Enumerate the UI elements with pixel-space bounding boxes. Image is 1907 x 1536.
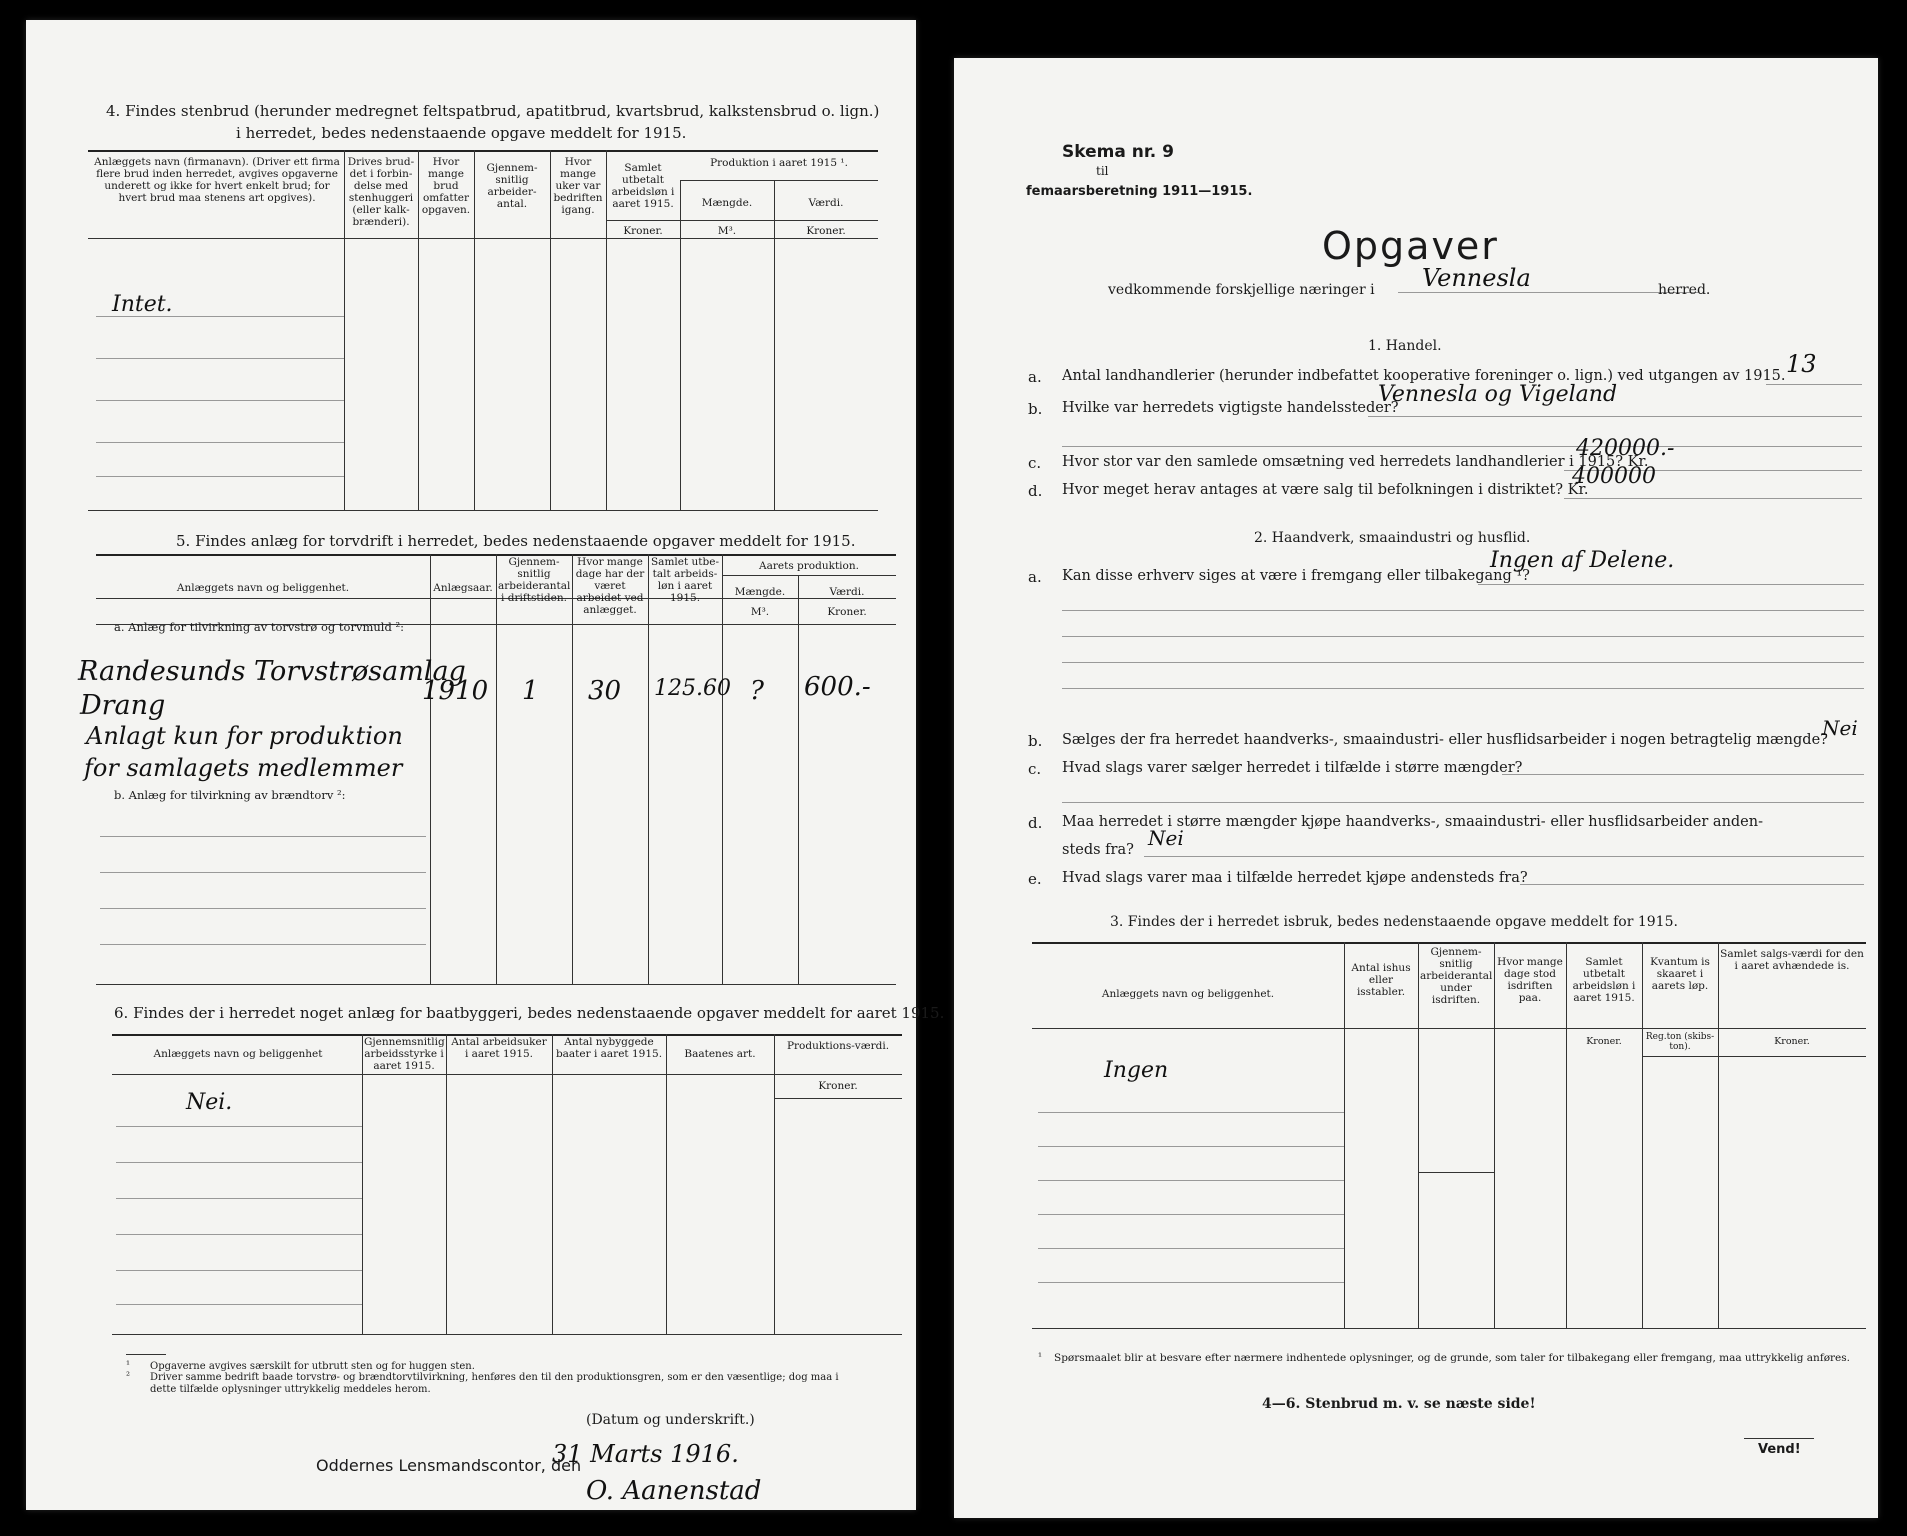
letter-2d: d.: [1028, 814, 1043, 832]
section4-heading-line1: 4. Findes stenbrud (herunder medregnet feltspatbrud, apatitbrud, kvartsbrud, kalkstensbrud o. lign.): [106, 102, 880, 120]
vedkommende-label: vedkommende forskjellige næringer i: [1108, 282, 1375, 298]
s4-col-maengde: Mængde.: [701, 197, 753, 209]
s5-hw-year: 1910: [422, 676, 489, 706]
s6-col-art: Baatenes art.: [684, 1048, 756, 1060]
right-page: [954, 58, 1878, 1518]
q2e: Hvad slags varer maa i tilfælde herredet kjøpe andensteds fra?: [1062, 870, 1528, 886]
s5-col-arbeidslon: Samlet utbe-talt arbeids-løn i aaret 1915.: [650, 556, 719, 604]
s4-col-stenhuggeri: Drives brud-det i forbin-delse med stenhuggeri (eller kalk-brænderi).: [347, 156, 415, 228]
footnote-2: Driver samme bedrift baade torvstrø- og brændtorvtilvirkning, henføres den til den produktionsgren, som er den væsentlige; dog maa i dette tilfælde oplysninger uttrykkelig meddeles herom.: [150, 1372, 839, 1395]
isbruk-col-dage: Hvor mange dage stod isdriften paa.: [1497, 956, 1563, 1004]
q1d: Hvor meget herav antages at være salg til befolkningen i distriktet? Kr.: [1062, 482, 1589, 498]
s4-col-uker: Hvor mange uker var bedriften igang.: [553, 156, 603, 216]
letter-2c: c.: [1028, 760, 1042, 778]
isbruk-col-arbeiderantal: Gjennem-snitlig arbeiderantal under isdriften.: [1420, 946, 1493, 1006]
heading-haandverk: 2. Haandverk, smaaindustri og husflid.: [1254, 530, 1531, 546]
a1b: Vennesla og Vigeland: [1378, 382, 1618, 407]
report-label: femaarsberetning 1911—1915.: [1026, 184, 1253, 199]
s5-hw-name1: Randesunds Torvstrøsamlag: [78, 656, 466, 687]
section5-heading: 5. Findes anlæg for torvdrift i herredet, bedes nedenstaaende opgaver meddelt for 1915.: [176, 532, 856, 550]
s5-unit-m3: M³.: [750, 606, 770, 618]
s4-col-arbeidere: Gjennem-snitlig arbeider-antal.: [486, 162, 538, 210]
title: Opgaver: [1322, 224, 1499, 268]
section4-heading-line2: i herredet, bedes nedenstaaende opgave meddelt for 1915.: [236, 124, 687, 142]
s5-hw-value: 600.-: [804, 672, 871, 702]
s5-col-produktion: Aarets produktion.: [759, 560, 859, 572]
isbruk-col-ishus: Antal ishus eller isstabler.: [1351, 962, 1411, 998]
s5-hw-workers: 1: [522, 676, 539, 706]
s6-unit-kroner: Kroner.: [818, 1080, 858, 1092]
isbruk-col-name: Anlæggets navn og beliggenhet.: [1101, 988, 1275, 1000]
s5-col-anlaegsaar: Anlægsaar.: [433, 582, 493, 594]
isbruk-unit-kroner: Kroner.: [1586, 1036, 1622, 1047]
s4-entry: Intet.: [112, 292, 173, 317]
s4-unit-kroner: Kroner.: [623, 225, 663, 237]
lensmand-stamp: Oddernes Lensmandscontor, den: [316, 1456, 582, 1475]
s4-unit-kroner2: Kroner.: [806, 225, 846, 237]
heading-isbruk: 3. Findes der i herredet isbruk, bedes nedenstaaende opgave meddelt for 1915.: [1110, 914, 1678, 930]
s6-col-vaerdi: Produktions-værdi.: [786, 1040, 890, 1052]
s6-col-arbeidsstyrke: Gjennemsnitlig arbeidsstyrke i aaret 1915.: [364, 1036, 445, 1072]
hw-place: Vennesla: [1422, 264, 1531, 292]
s5-unit-kroner: Kroner.: [827, 606, 867, 618]
q2b: Sælges der fra herredet haandverks-, smaaindustri- eller husflidsarbeider i nogen betragtelig mængde?: [1062, 732, 1828, 748]
right-footnote: Spørsmaalet blir at besvare efter nærmere indhentede oplysninger, og de grunde, som taler for tilbakegang eller fremgang, maa uttrykkelig anføres.: [1054, 1352, 1850, 1364]
schema-number: Skema nr. 9: [1062, 142, 1174, 162]
s4-col-vaerdi: Værdi.: [808, 197, 844, 209]
letter-2a: a.: [1028, 568, 1042, 586]
s5-sub-a: a. Anlæg for tilvirkning av torvstrø og torvmuld ²:: [114, 620, 404, 634]
q1b: Hvilke var herredets vigtigste handelssteder?: [1062, 400, 1399, 416]
s6-col-name: Anlæggets navn og beliggenhet: [153, 1048, 323, 1060]
s5-col-dage: Hvor mange dage har der været arbeidet ved anlægget.: [575, 556, 645, 616]
s6-entry: Nei.: [186, 1090, 233, 1115]
a2d: Nei: [1148, 826, 1184, 850]
s4-col-produktion: Produktion i aaret 1915 ¹.: [710, 157, 848, 169]
letter-1a: a.: [1028, 368, 1042, 386]
s6-col-arbeidsuker: Antal arbeidsuker i aaret 1915.: [451, 1036, 547, 1060]
isbruk-entry: Ingen: [1104, 1058, 1169, 1083]
a2b: Nei: [1822, 716, 1858, 740]
footnote-mark-2: ²: [126, 1371, 131, 1382]
s5-col-name: Anlæggets navn og beliggenhet.: [176, 582, 350, 594]
left-page: [26, 20, 945, 1510]
s4-unit-m3: M³.: [717, 225, 737, 237]
footnote-1: Opgaverne avgives særskilt for utbrutt sten og for huggen sten.: [150, 1361, 475, 1372]
isbruk-unit-kroner2: Kroner.: [1774, 1036, 1810, 1047]
s5-col-vaerdi: Værdi.: [829, 586, 865, 598]
heading-handel: 1. Handel.: [1368, 338, 1442, 354]
s4-top-rule: [88, 150, 878, 152]
s6-col-baater: Antal nybyggede baater i aaret 1915.: [555, 1036, 663, 1060]
date-label: (Datum og underskrift.): [586, 1412, 755, 1428]
hw-date: 31 Marts 1916.: [552, 1440, 739, 1468]
s5-hw-wage: 125.60: [654, 676, 731, 701]
letter-1d: d.: [1028, 482, 1043, 500]
s5-col-arbeiderantal: Gjennem-snitlig arbeiderantal i driftstiden.: [498, 556, 571, 604]
a1c: 420000.-: [1576, 436, 1675, 461]
a2a: Ingen af Delene.: [1490, 548, 1675, 573]
footnote-mark-1: ¹: [126, 1360, 131, 1371]
s4-col-name: Anlæggets navn (firmanavn). (Driver ett firma flere brud inden herredet, avgives opgaverne underett og ikke for hvert enkelt brud; for hvert brud maa stenens art opgives).: [94, 156, 340, 204]
isbruk-col-kvantum: Kvantum is skaaret i aarets løp.: [1650, 956, 1710, 992]
vend-label: Vend!: [1758, 1442, 1801, 1457]
til-label: til: [1096, 164, 1109, 178]
a1a: 13: [1786, 350, 1817, 378]
s5-hw-qty: ?: [750, 676, 764, 706]
herred-label: herred.: [1658, 282, 1711, 298]
s4-header-rule: [88, 238, 878, 239]
s5-col-maengde: Mængde.: [734, 586, 786, 598]
letter-2e: e.: [1028, 870, 1042, 888]
q2c: Hvad slags varer sælger herredet i tilfælde i større mængder?: [1062, 760, 1523, 776]
letter-1b: b.: [1028, 400, 1043, 418]
signature: O. Aanenstad: [586, 1476, 762, 1506]
letter-1c: c.: [1028, 454, 1042, 472]
a1d: 400000: [1572, 464, 1656, 489]
s5-hw-days: 30: [588, 676, 622, 706]
s4-col-brud: Hvor mange brud omfatter opgaven.: [421, 156, 471, 216]
s5-hw-name2: Drang: [80, 690, 166, 721]
isbruk-unit-regton: Reg.ton (skibs-ton).: [1645, 1032, 1715, 1052]
next-page-note: 4—6. Stenbrud m. v. se næste side!: [1262, 1396, 1536, 1412]
q1c: Hvor stor var den samlede omsætning ved herredets landhandlerier i 1915? Kr.: [1062, 454, 1649, 470]
q2d-line1: Maa herredet i større mængder kjøpe haandverks-, smaaindustri- eller husflidsarbeider anden-: [1062, 814, 1764, 830]
letter-2b: b.: [1028, 732, 1043, 750]
section6-heading: 6. Findes der i herredet noget anlæg for baatbyggeri, bedes nedenstaaende opgaver meddelt for aaret 1915.: [114, 1004, 945, 1022]
q2d-line2: steds fra?: [1062, 842, 1134, 858]
s5-sub-b: b. Anlæg for tilvirkning av brændtorv ²:: [114, 788, 346, 802]
q1a: Antal landhandlerier (herunder indbefattet kooperative foreninger o. lign.) ved utgangen av 1915.: [1062, 368, 1786, 384]
s5-hw-note1: Anlagt kun for produktion: [86, 722, 403, 750]
q2a: Kan disse erhverv siges at være i fremgang eller tilbakegang ¹?: [1062, 568, 1530, 584]
isbruk-col-arbeidslon: Samlet utbetalt arbeidsløn i aaret 1915.: [1572, 956, 1636, 1004]
s5-hw-note2: for samlagets medlemmer: [84, 754, 403, 782]
s4-col-arbeidslon: Samlet utbetalt arbeidsløn i aaret 1915.: [611, 162, 675, 210]
isbruk-col-salgsvaerdi: Samlet salgs-værdi for den i aaret avhændede is.: [1720, 948, 1864, 972]
right-footnote-mark: ¹: [1038, 1352, 1043, 1363]
